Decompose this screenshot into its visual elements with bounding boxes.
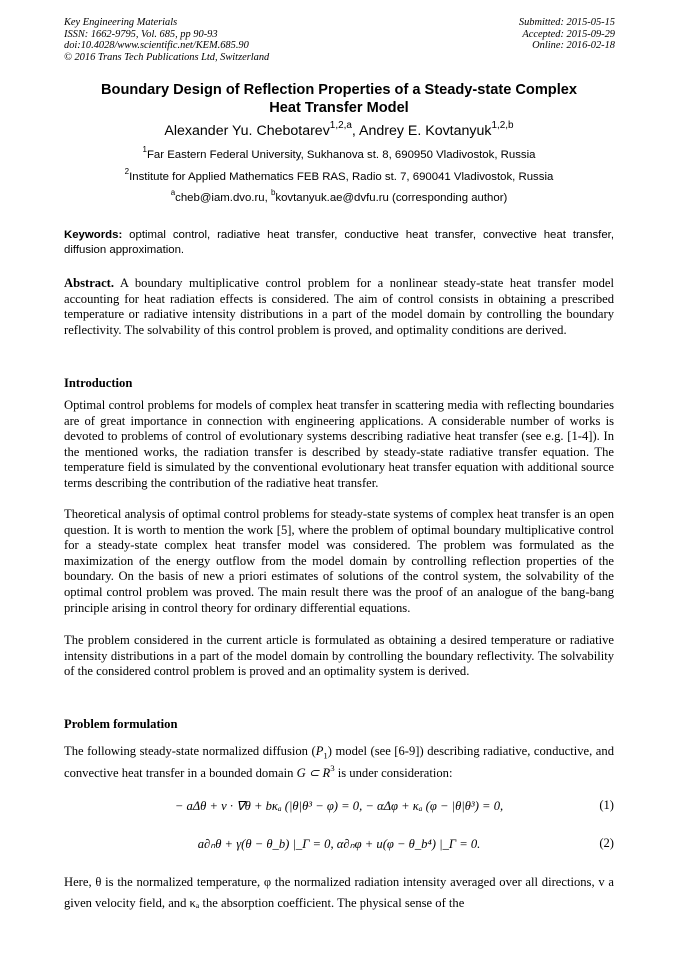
abstract-text: A boundary multiplicative control problem for a nonlinear steady-state heat transfer model accounting for heat radiation effects is considered. The aim of control consists in obtaining a prescribed temperature or radiative intensity distributions in a part of the model domain by controlling the boundary reflectivity. The solvability of this control problem is proved, and optimality conditions are derived. [64, 276, 614, 337]
keywords-text: optimal control, radiative heat transfer, conductive heat transfer, convective heat transfer, diffusion approximation. [64, 229, 614, 256]
email-b-mark: b [270, 188, 276, 198]
affiliation-1-text: Far Eastern Federal University, Sukhanova st. 8, 690950 Vladivostok, Russia [146, 149, 536, 161]
problem-paragraph-1 [64, 740, 614, 784]
emails [64, 188, 614, 205]
equation-1 [64, 798, 614, 816]
abstract [64, 276, 614, 338]
author-2: Andrey E. Kovtanyuk [358, 123, 492, 139]
problem-p1-b: ) model (see [6-9]) describing radiative, conductive, and convective heat transfer in a bounded domain [64, 744, 614, 780]
keywords-label: Keywords: [64, 229, 123, 241]
problem-heading: Problem formulation [64, 717, 178, 731]
model-symbol-sub: 1 [323, 750, 328, 761]
author-1: Alexander Yu. Chebotarev [164, 123, 330, 139]
copyright: © 2016 Trans Tech Publications Ltd, Switzerland [64, 51, 270, 63]
equation-1-number: (1) [599, 798, 614, 812]
issn: ISSN: 1662-9795, Vol. 685, pp 90-93 [64, 28, 218, 40]
equation-2 [64, 836, 614, 854]
affiliation-1-mark: 1 [142, 145, 147, 155]
online-date: Online: 2016-02-18 [532, 40, 615, 52]
affiliation-2-mark: 2 [124, 167, 130, 177]
introduction-heading: Introduction [64, 376, 133, 390]
model-symbol: P [315, 744, 324, 758]
author-separator: , [351, 123, 359, 139]
title-line-2: Heat Transfer Model [269, 100, 409, 116]
journal-meta [64, 17, 269, 63]
submitted-date: Submitted: 2015-05-15 [518, 17, 615, 28]
journal-name: Key Engineering Materials [64, 17, 178, 28]
domain-symbol: G ⊂ R [296, 766, 331, 780]
affiliation-1 [64, 145, 614, 162]
problem-p1-c: is under consideration: [334, 766, 453, 780]
equation-1-expression: − aΔθ + v · ∇θ + bκₐ (|θ|θ³ − φ) = 0, − αΔφ + κₐ (φ − |θ|θ³) = 0, [174, 799, 504, 813]
abstract-label: Abstract. [64, 276, 115, 290]
equation-2-expression: a∂ₙθ + γ(θ − θ_b) |_Γ = 0, α∂ₙφ + u(φ − θ_b⁴) |_Γ = 0. [197, 837, 481, 851]
doi[interactable]: doi:10.4028/www.scientific.net/KEM.685.90 [64, 40, 249, 52]
accepted-date: Accepted: 2015-09-29 [522, 28, 615, 40]
keywords [64, 228, 614, 257]
author-2-affil: 1,2,b [491, 120, 514, 132]
problem-p1-a: The following steady-state normalized diffusion ( [64, 744, 316, 758]
introduction-paragraph-1: Optimal control problems for models of complex heat transfer in scattering media with reflecting boundaries are of great importance in connection with engineering applications. A considerable number of works is devoted to problems of control of evolutionary systems describing radiative heat transfer (see e.g. [1-4]). In the mentioned works, the radiation transfer is described by steady-state radiative transfer equation. The temperature field is simulated by the conventional evolutionary heat transfer equation with additional source terms describing the contribution of the radiative heat transfer. [64, 398, 614, 490]
paper-title [64, 81, 614, 117]
author-1-affil: 1,2,a [329, 120, 352, 132]
affiliation-2-text: Institute for Applied Mathematics FEB RAS, Radio st. 7, 690041 Vladivostok, Russia [129, 171, 554, 183]
introduction-paragraph-3: The problem considered in the current article is formulated as obtaining a desired temperature or radiative intensity distributions in a part of the model domain by controlling the boundary reflectivity. The solvability of the considered control problem is proved and an optimality system is derived. [64, 633, 614, 679]
email-b[interactable]: kovtanyuk.ae@dvfu.ru (corresponding author) [275, 192, 508, 204]
email-a-mark: a [170, 188, 176, 198]
title-line-1: Boundary Design of Reflection Properties of a Steady-state Complex [100, 82, 577, 98]
domain-symbol-sup: 3 [330, 762, 335, 773]
introduction-paragraph-2: Theoretical analysis of optimal control problems for steady-state systems of complex heat transfer is an open question. It is worth to mention the work [5], where the problem of optimal boundary multiplicative control for a steady-state complex heat transfer model was considered. The problem was formulated as the maximization of the energy outflow from the model domain by controlling reflection properties of the boundary. On the basis of new a priori estimates of solutions of the control system, the solvability of the optimal control problem was proved. The main result there was the proof of an analogue of the bang-bang principle arising in control theory for ordinary differential equations. [64, 507, 614, 615]
email-a[interactable]: cheb@iam.dvo.ru, [175, 192, 271, 204]
dates-meta [519, 17, 615, 52]
affiliation-2 [64, 167, 614, 184]
authors [64, 122, 614, 140]
equation-2-number: (2) [599, 836, 614, 850]
problem-paragraph-2: Here, θ is the normalized temperature, φ the normalized radiation intensity averaged over all directions, v a given velocity field, and κₐ the absorption coefficient. The physical sense of the [64, 875, 614, 910]
